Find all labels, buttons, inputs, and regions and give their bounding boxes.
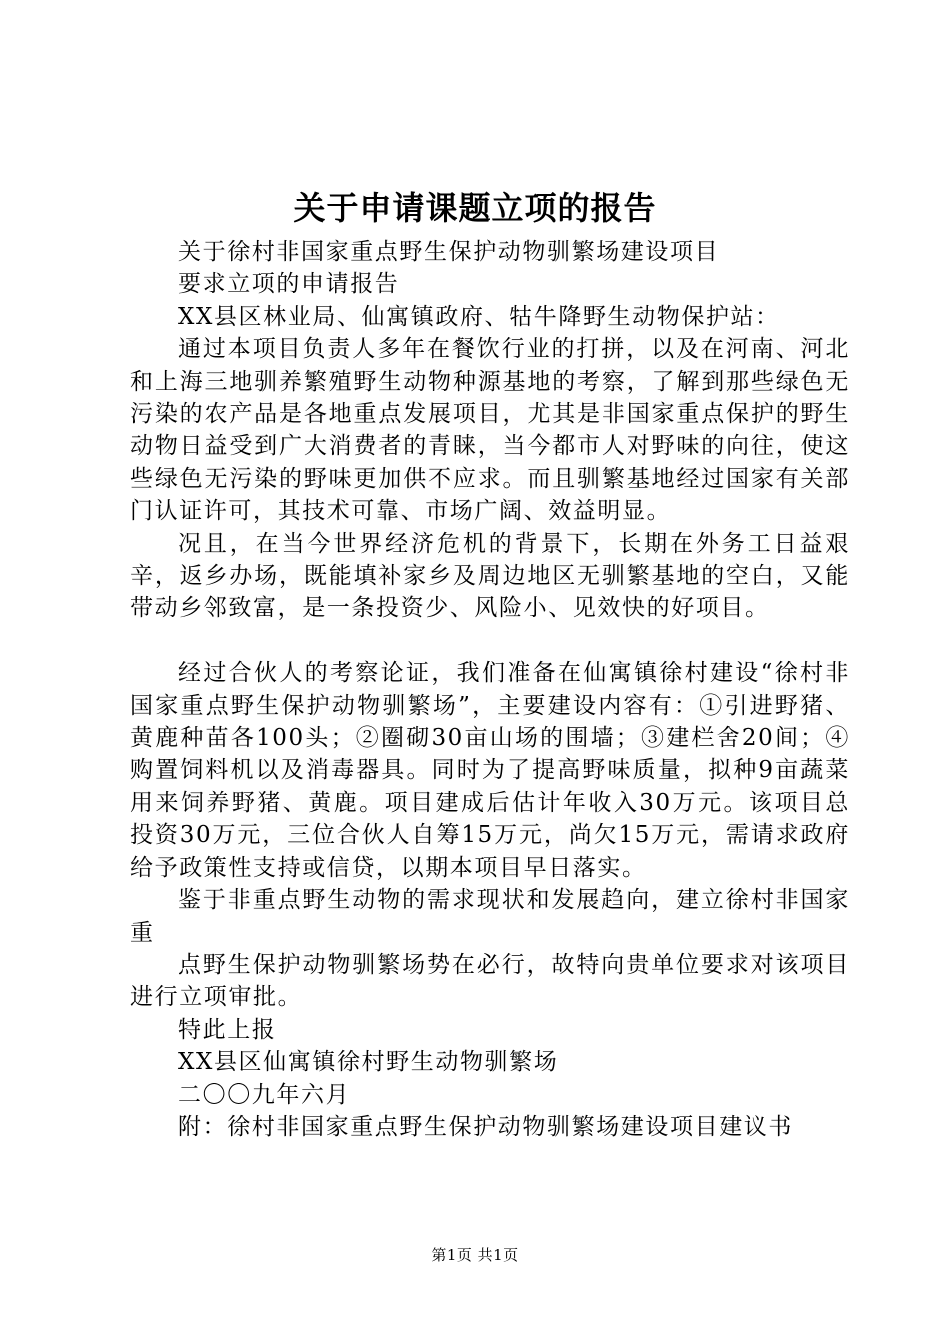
subject-line-2: 要求立项的申请报告 [178, 271, 400, 298]
body-paragraph-context: 况且，在当今世界经济危机的背景下，长期在外务工日益艰辛，返乡办场，既能填补家乡及周边地区无驯繁基地的空白，又能带动乡邻致富，是一条投资少、风险小、见效快的好项目。 [130, 530, 850, 622]
attachment-line: 附：徐村非国家重点野生保护动物驯繁场建设项目建议书 [178, 1113, 793, 1140]
closing-line: 特此上报 [178, 1016, 277, 1043]
body-paragraph-rationale-1: 鉴于非重点野生动物的需求现状和发展趋向，建立徐村非国家重 [130, 887, 850, 946]
document-body [130, 236, 850, 1143]
body-paragraph-background: 通过本项目负责人多年在餐饮行业的打拼，以及在河南、河北和上海三地驯养繁殖野生动物种源基地的考察，了解到那些绿色无污染的农产品是各地重点发展项目，尤其是非国家重点保护的野生动物日益受到广大消费者的青睐，当今都市人对野味的向往，使这些绿色无污染的野味更加供不应求。而且驯繁基地经过国家有关部门认证许可，其技术可靠、市场广阔、效益明显。 [130, 336, 850, 525]
page-number-footer: 第1页 共1页 [431, 1246, 519, 1264]
subject-line-1: 关于徐村非国家重点野生保护动物驯繁场建设项目 [178, 239, 720, 265]
date-line: 二〇〇九年六月 [178, 1081, 351, 1108]
body-paragraph-plan: 经过合伙人的考察论证，我们准备在仙寓镇徐村建设“徐村非国家重点野生保护动物驯繁场”，主要建设内容有：①引进野猪、黄鹿种苗各100头；②圈砌30亩山场的围墙；③建栏舍20间；④购置饲料机以及消毒器具。同时为了提高野味质量，拟种9亩蔬菜用来饲养野猪、黄鹿。项目建成后估计年收入30万元。该项目总投资30万元，三位合伙人自筹15万元，尚欠15万元，需请求政府给予政策性支持或信贷，以期本项目早日落实。 [130, 660, 850, 881]
addressee-line: XX县区林业局、仙寓镇政府、牯牛降野生动物保护站： [178, 303, 780, 330]
blank-line [130, 625, 850, 657]
body-paragraph-rationale-2: 点野生保护动物驯繁场势在必行，故特向贵单位要求对该项目进行立项审批。 [130, 951, 850, 1011]
document-title: 关于申请课题立项的报告 [293, 189, 657, 227]
signature-line: XX县区仙寓镇徐村野生动物驯繁场 [178, 1049, 559, 1076]
